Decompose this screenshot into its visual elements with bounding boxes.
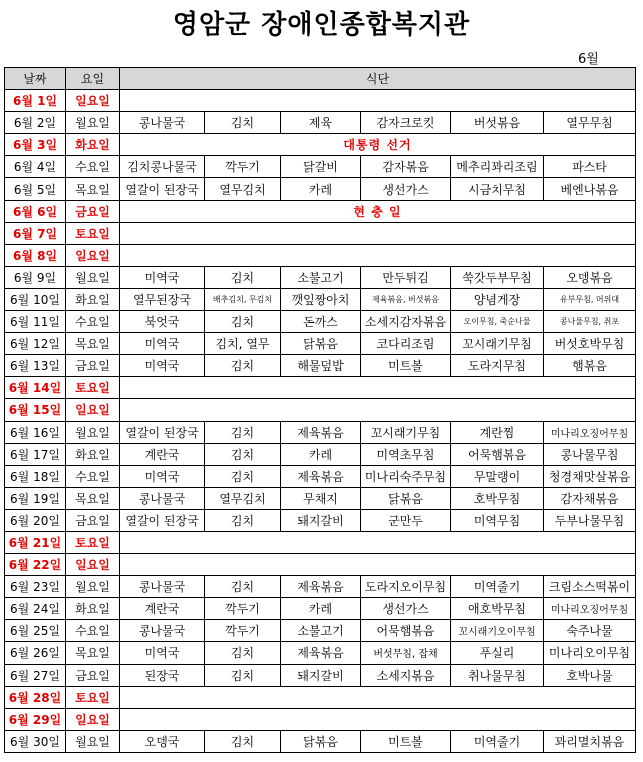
menu-cell: 김치 [205, 355, 281, 377]
holiday-note: 현 충 일 [120, 200, 636, 222]
day-cell: 수요일 [66, 465, 120, 487]
table-row [5, 620, 636, 642]
holiday-note: 대통령 선거 [120, 134, 636, 156]
menu-cell: 미트볼 [361, 730, 451, 752]
menu-cell: 도라지무침 [451, 355, 544, 377]
menu-cell: 닭갈비 [281, 156, 361, 178]
day-cell: 일요일 [66, 90, 120, 112]
menu-cell: 감자채볶음 [544, 487, 636, 509]
menu-cell: 미역줄기 [451, 576, 544, 598]
table-header-row [5, 68, 636, 90]
day-cell: 수요일 [66, 156, 120, 178]
menu-cell: 미역줄기 [451, 730, 544, 752]
day-cell: 목요일 [66, 642, 120, 664]
day-cell: 토요일 [66, 377, 120, 399]
table-row [5, 576, 636, 598]
menu-cell: 버섯볶음 [451, 112, 544, 134]
menu-cell: 김치, 열무 [205, 333, 281, 355]
menu-cell: 제육볶음 [281, 421, 361, 443]
table-row [5, 377, 636, 399]
table-row [5, 355, 636, 377]
menu-cell: 무말랭이 [451, 465, 544, 487]
menu-cell: 숙주나물 [544, 620, 636, 642]
day-cell: 수요일 [66, 311, 120, 333]
menu-cell: 깍두기 [205, 598, 281, 620]
empty-menu-cell [120, 222, 636, 244]
empty-menu-cell [120, 377, 636, 399]
menu-cell: 콩나물무침, 취포 [544, 311, 636, 333]
table-row [5, 686, 636, 708]
menu-cell: 콩나물국 [120, 487, 205, 509]
day-cell: 목요일 [66, 178, 120, 200]
menu-cell: 베엔나볶음 [544, 178, 636, 200]
menu-cell: 김치 [205, 443, 281, 465]
table-row [5, 487, 636, 509]
menu-cell: 소세지감자볶음 [361, 311, 451, 333]
day-cell: 금요일 [66, 509, 120, 531]
menu-cell: 열갈이 된장국 [120, 509, 205, 531]
empty-menu-cell [120, 708, 636, 730]
menu-cell: 무채지 [281, 487, 361, 509]
menu-cell: 꼬시래기무침 [451, 333, 544, 355]
menu-cell: 미트볼 [361, 355, 451, 377]
day-cell: 수요일 [66, 620, 120, 642]
menu-cell: 김치 [205, 311, 281, 333]
menu-cell: 오뎅볶음 [544, 266, 636, 288]
menu-cell: 제육 [281, 112, 361, 134]
menu-cell: 김치 [205, 266, 281, 288]
menu-cell: 만두튀김 [361, 266, 451, 288]
menu-cell: 애호박무침 [451, 598, 544, 620]
menu-cell: 카레 [281, 598, 361, 620]
menu-cell: 미나리오이무침 [544, 642, 636, 664]
menu-cell: 깻잎짱아치 [281, 288, 361, 310]
table-row [5, 311, 636, 333]
menu-cell: 미역국 [120, 333, 205, 355]
empty-menu-cell [120, 90, 636, 112]
menu-cell: 김치 [205, 664, 281, 686]
menu-cell: 제육볶음 [281, 576, 361, 598]
page-title: 영암군 장애인종합복지관 [172, 10, 471, 40]
menu-cell: 취나물무침 [451, 664, 544, 686]
menu-cell: 배추김치, 무김치 [205, 288, 281, 310]
day-cell: 월요일 [66, 112, 120, 134]
menu-cell: 쑥갓두부무침 [451, 266, 544, 288]
table-row [5, 266, 636, 288]
menu-cell: 열무된장국 [120, 288, 205, 310]
header-date: 날짜 [5, 68, 66, 90]
date-cell: 6월 27일 [5, 664, 66, 686]
menu-cell: 미역국 [120, 266, 205, 288]
date-cell: 6월 30일 [5, 730, 66, 752]
menu-cell: 호박나물 [544, 664, 636, 686]
empty-menu-cell [120, 554, 636, 576]
day-cell: 일요일 [66, 554, 120, 576]
day-cell: 금요일 [66, 200, 120, 222]
table-row [5, 642, 636, 664]
day-cell: 월요일 [66, 266, 120, 288]
date-cell: 6월 12일 [5, 333, 66, 355]
menu-cell: 김치 [205, 509, 281, 531]
menu-cell: 꼬시래기무침 [361, 421, 451, 443]
table-row [5, 421, 636, 443]
menu-cell: 생선가스 [361, 598, 451, 620]
menu-cell: 소불고기 [281, 620, 361, 642]
menu-cell: 김치 [205, 112, 281, 134]
menu-cell: 버섯무침, 잡채 [361, 642, 451, 664]
menu-cell: 콩나물국 [120, 576, 205, 598]
menu-cell: 미역초무침 [361, 443, 451, 465]
table-row [5, 222, 636, 244]
day-cell: 토요일 [66, 686, 120, 708]
menu-cell: 꽈리멸치볶음 [544, 730, 636, 752]
menu-cell: 깍두기 [205, 156, 281, 178]
menu-cell: 군만두 [361, 509, 451, 531]
day-cell: 화요일 [66, 134, 120, 156]
menu-cell: 김치 [205, 421, 281, 443]
table-row [5, 134, 636, 156]
date-cell: 6월 26일 [5, 642, 66, 664]
date-cell: 6월 4일 [5, 156, 66, 178]
date-cell: 6월 13일 [5, 355, 66, 377]
menu-cell: 콩나물무침 [544, 443, 636, 465]
day-cell: 월요일 [66, 730, 120, 752]
table-row [5, 156, 636, 178]
menu-cell: 김치 [205, 465, 281, 487]
day-cell: 목요일 [66, 487, 120, 509]
header-menu: 식단 [120, 68, 636, 90]
day-cell: 월요일 [66, 421, 120, 443]
table-row [5, 730, 636, 752]
menu-cell: 감자볶음 [361, 156, 451, 178]
menu-cell: 미역국 [120, 642, 205, 664]
date-cell: 6월 25일 [5, 620, 66, 642]
table-row [5, 554, 636, 576]
menu-cell: 꼬시래기오이무침 [451, 620, 544, 642]
day-cell: 목요일 [66, 333, 120, 355]
date-cell: 6월 18일 [5, 465, 66, 487]
menu-cell: 감자크로킷 [361, 112, 451, 134]
table-row [5, 112, 636, 134]
menu-cell: 양념게장 [451, 288, 544, 310]
date-cell: 6월 8일 [5, 244, 66, 266]
menu-cell: 두부나물무침 [544, 509, 636, 531]
menu-cell: 김치 [205, 576, 281, 598]
menu-cell: 돼지갈비 [281, 509, 361, 531]
menu-cell: 미나리숙주무침 [361, 465, 451, 487]
menu-cell: 카레 [281, 443, 361, 465]
menu-cell: 돼지갈비 [281, 664, 361, 686]
menu-cell: 어묵햄볶음 [361, 620, 451, 642]
menu-cell: 닭볶음 [281, 730, 361, 752]
date-cell: 6월 24일 [5, 598, 66, 620]
day-cell: 화요일 [66, 288, 120, 310]
date-cell: 6월 20일 [5, 509, 66, 531]
table-row [5, 244, 636, 266]
date-cell: 6월 29일 [5, 708, 66, 730]
menu-cell: 북엇국 [120, 311, 205, 333]
menu-cell: 닭볶음 [281, 333, 361, 355]
menu-cell: 콩나물국 [120, 620, 205, 642]
table-row [5, 598, 636, 620]
table-row [5, 708, 636, 730]
menu-cell: 미역국 [120, 355, 205, 377]
date-cell: 6월 16일 [5, 421, 66, 443]
menu-cell: 열무무침 [544, 112, 636, 134]
day-cell: 금요일 [66, 664, 120, 686]
menu-cell: 오뎅국 [120, 730, 205, 752]
date-cell: 6월 19일 [5, 487, 66, 509]
menu-cell: 미나리오징어무침 [544, 598, 636, 620]
date-cell: 6월 23일 [5, 576, 66, 598]
menu-cell: 청경채맛살볶음 [544, 465, 636, 487]
menu-cell: 생선가스 [361, 178, 451, 200]
menu-cell: 호박무침 [451, 487, 544, 509]
date-cell: 6월 3일 [5, 134, 66, 156]
date-cell: 6월 6일 [5, 200, 66, 222]
menu-cell: 파스타 [544, 156, 636, 178]
menu-cell: 푸실리 [451, 642, 544, 664]
menu-cell: 김치 [205, 730, 281, 752]
date-cell: 6월 5일 [5, 178, 66, 200]
menu-cell: 김치콩나물국 [120, 156, 205, 178]
day-cell: 일요일 [66, 708, 120, 730]
menu-cell: 소세지볶음 [361, 664, 451, 686]
date-cell: 6월 11일 [5, 311, 66, 333]
table-row [5, 531, 636, 553]
menu-cell: 미나리오징어무침 [544, 421, 636, 443]
menu-cell: 미역무침 [451, 509, 544, 531]
empty-menu-cell [120, 244, 636, 266]
table-row [5, 399, 636, 421]
menu-cell: 크림소스떡볶이 [544, 576, 636, 598]
date-cell: 6월 21일 [5, 531, 66, 553]
day-cell: 토요일 [66, 222, 120, 244]
menu-cell: 김치 [205, 642, 281, 664]
table-row [5, 200, 636, 222]
meal-schedule-table [4, 67, 636, 753]
empty-menu-cell [120, 531, 636, 553]
day-cell: 일요일 [66, 399, 120, 421]
menu-cell: 계란국 [120, 443, 205, 465]
date-cell: 6월 1일 [5, 90, 66, 112]
menu-cell: 깍두기 [205, 620, 281, 642]
date-cell: 6월 17일 [5, 443, 66, 465]
menu-cell: 닭볶음 [361, 487, 451, 509]
date-cell: 6월 28일 [5, 686, 66, 708]
date-cell: 6월 22일 [5, 554, 66, 576]
menu-cell: 유부무침, 머위대 [544, 288, 636, 310]
menu-cell: 메추리꽈리조림 [451, 156, 544, 178]
menu-cell: 열갈이 된장국 [120, 178, 205, 200]
table-row [5, 288, 636, 310]
menu-cell: 계란찜 [451, 421, 544, 443]
menu-cell: 계란국 [120, 598, 205, 620]
day-cell: 화요일 [66, 443, 120, 465]
date-cell: 6월 10일 [5, 288, 66, 310]
menu-cell: 햄볶음 [544, 355, 636, 377]
menu-cell: 버섯호박무침 [544, 333, 636, 355]
table-row [5, 509, 636, 531]
day-cell: 일요일 [66, 244, 120, 266]
menu-cell: 제육볶음 [281, 465, 361, 487]
table-row [5, 443, 636, 465]
menu-cell: 제육볶음 [281, 642, 361, 664]
menu-cell: 어묵햄볶음 [451, 443, 544, 465]
date-cell: 6월 7일 [5, 222, 66, 244]
menu-cell: 된장국 [120, 664, 205, 686]
menu-cell: 열갈이 된장국 [120, 421, 205, 443]
menu-cell: 미역국 [120, 465, 205, 487]
day-cell: 화요일 [66, 598, 120, 620]
menu-cell: 열무김치 [205, 178, 281, 200]
menu-cell: 시금치무침 [451, 178, 544, 200]
month-label: 6월 [578, 52, 599, 67]
menu-cell: 소불고기 [281, 266, 361, 288]
empty-menu-cell [120, 686, 636, 708]
day-cell: 금요일 [66, 355, 120, 377]
table-row [5, 664, 636, 686]
menu-cell: 카레 [281, 178, 361, 200]
empty-menu-cell [120, 399, 636, 421]
table-row [5, 465, 636, 487]
date-cell: 6월 14일 [5, 377, 66, 399]
menu-cell: 해물덮밥 [281, 355, 361, 377]
day-cell: 토요일 [66, 531, 120, 553]
table-row [5, 333, 636, 355]
menu-cell: 제육볶음, 버섯볶음 [361, 288, 451, 310]
header-day: 요일 [66, 68, 120, 90]
menu-cell: 콩나물국 [120, 112, 205, 134]
menu-cell: 코다리조림 [361, 333, 451, 355]
menu-cell: 도라지오이무침 [361, 576, 451, 598]
day-cell: 월요일 [66, 576, 120, 598]
table-row [5, 90, 636, 112]
menu-cell: 오이무침, 죽순나물 [451, 311, 544, 333]
table-row [5, 178, 636, 200]
menu-cell: 열무김치 [205, 487, 281, 509]
date-cell: 6월 9일 [5, 266, 66, 288]
menu-cell: 돈까스 [281, 311, 361, 333]
date-cell: 6월 2일 [5, 112, 66, 134]
date-cell: 6월 15일 [5, 399, 66, 421]
